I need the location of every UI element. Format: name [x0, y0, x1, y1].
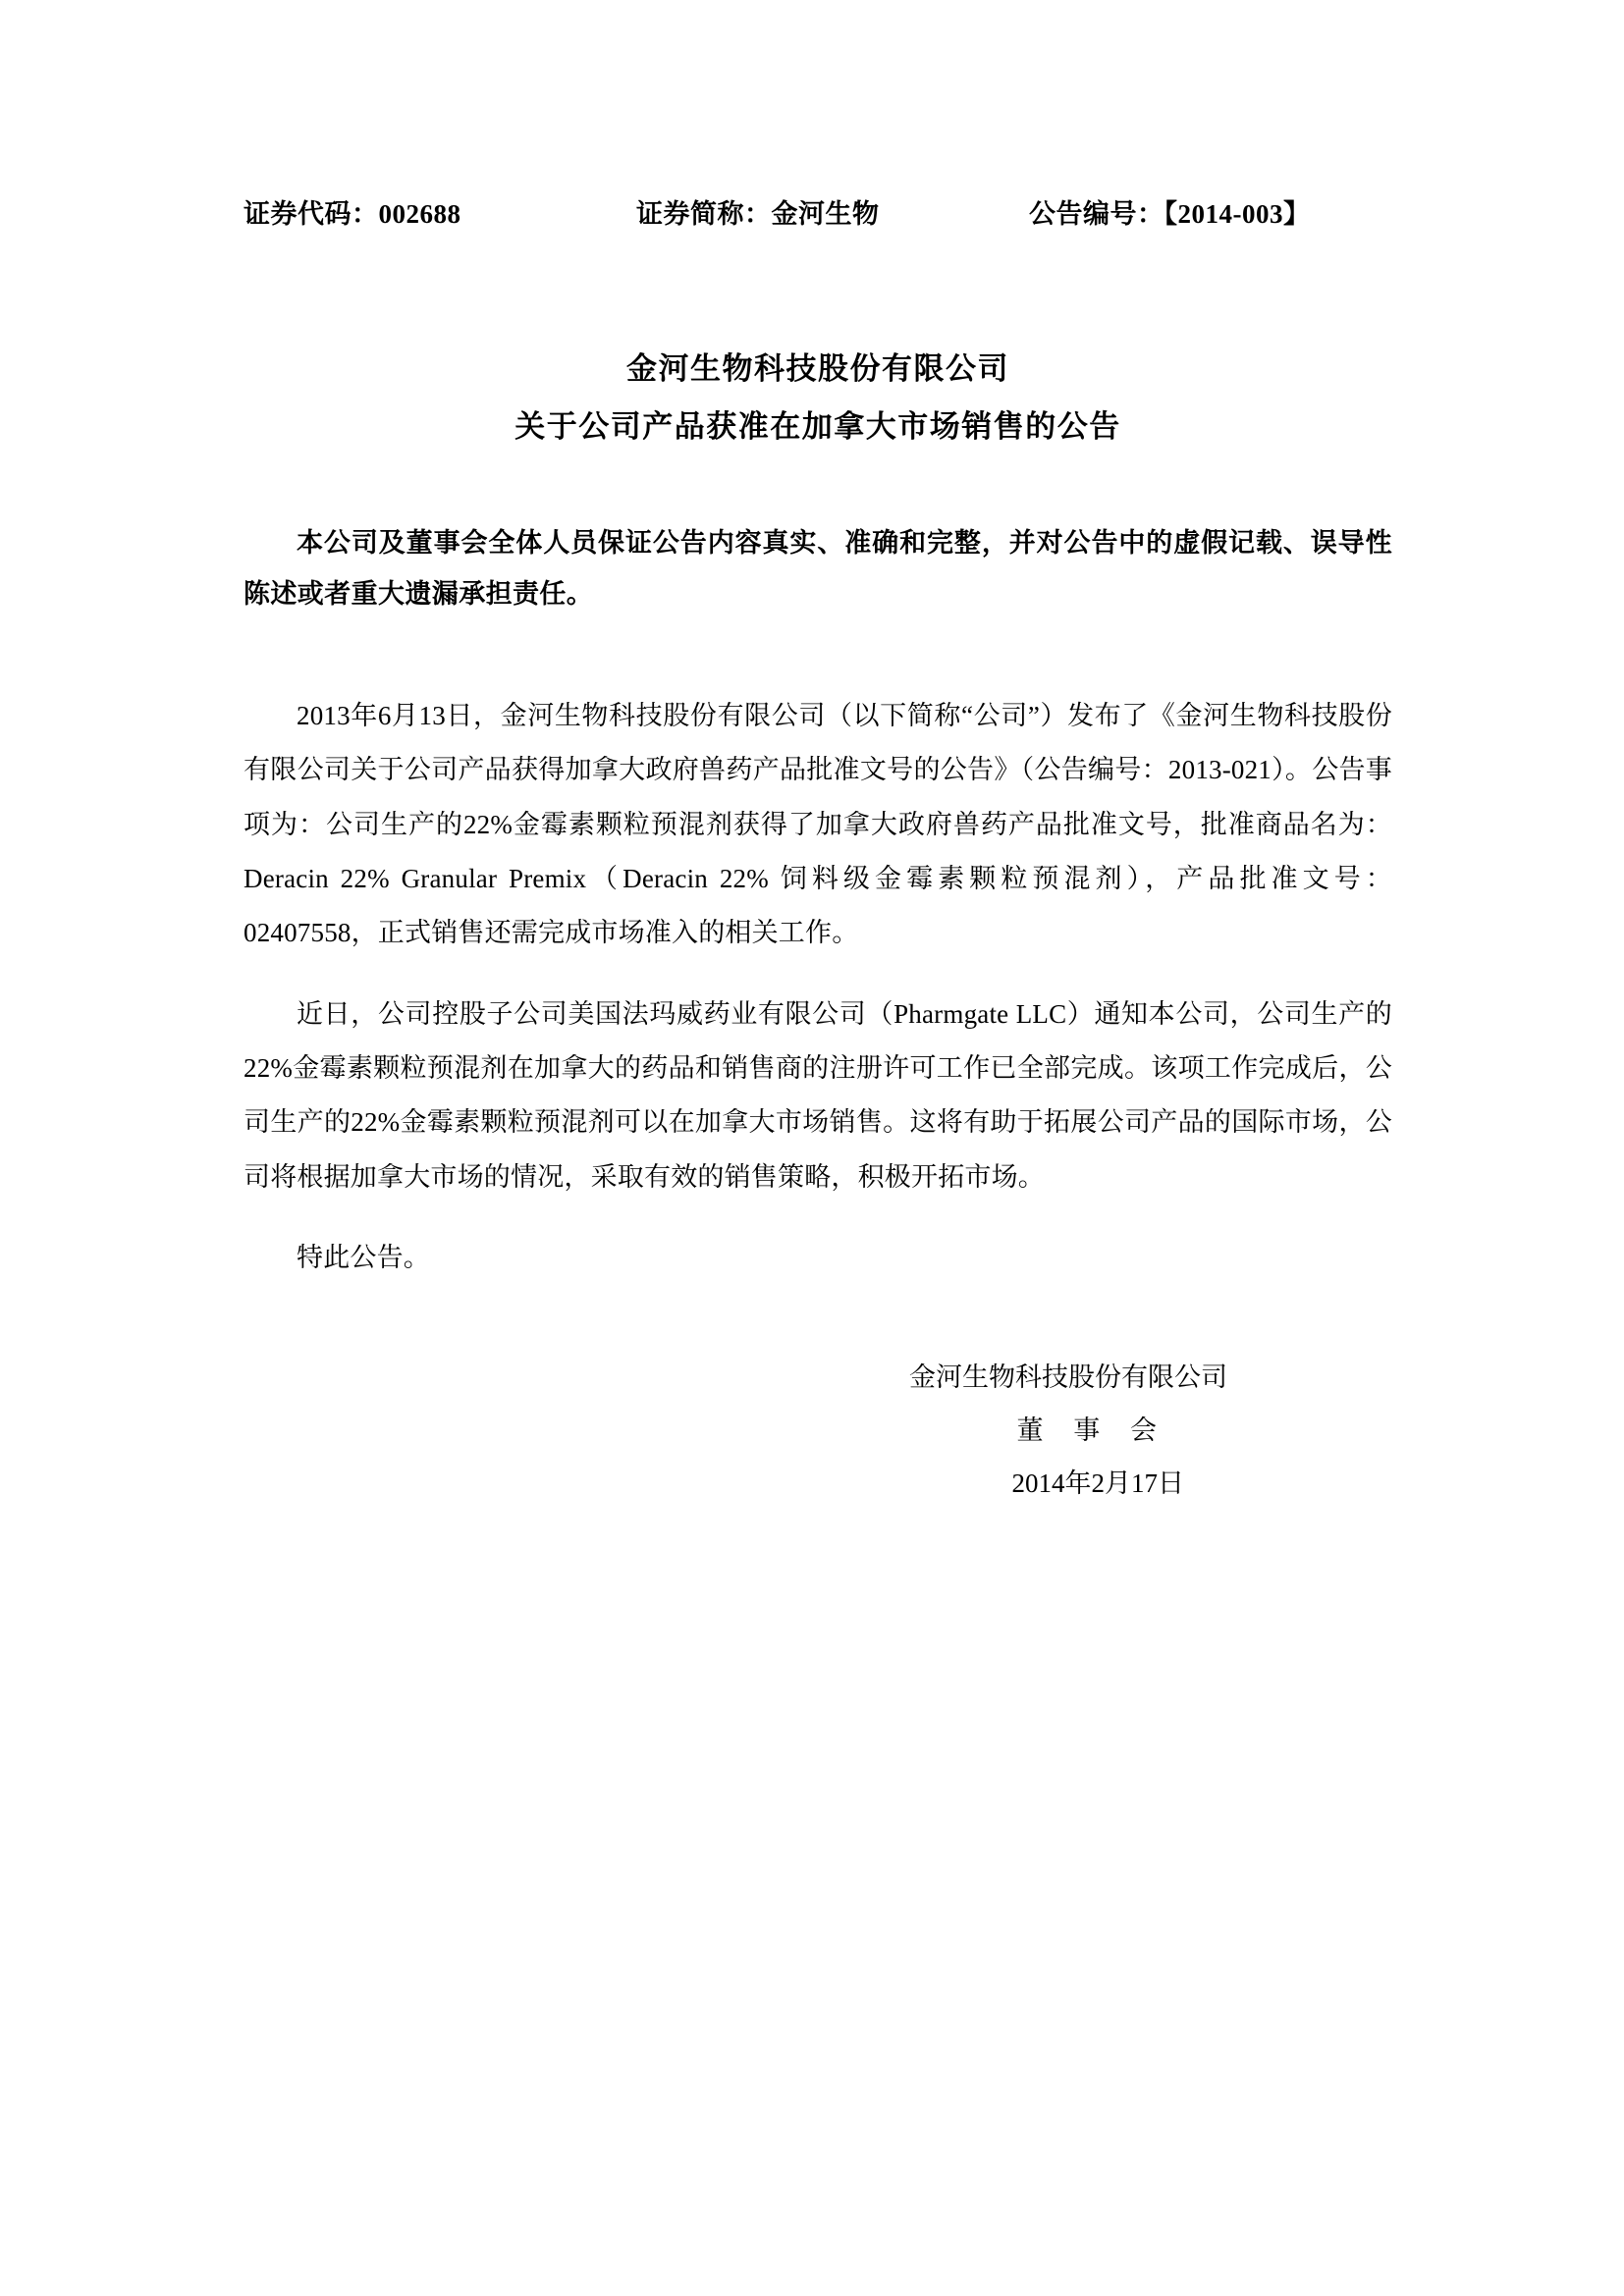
body-paragraph-1: 2013年6月13日，金河生物科技股份有限公司（以下简称“公司”）发布了《金河生物科技股份有限公司关于公司产品获得加拿大政府兽药产品批准文号的公告》（公告编号：2013-021）。公告事项为：公司生产的22%金霉素颗粒预混剂获得了加拿大政府兽药产品批准文号，批准商品名为：Deracin 22% Granular Premix（Deracin 22% 饲料级金霉素颗粒预混剂），产品批准文号：02407558，正式销售还需完成市场准入的相关工作。 — [244, 701, 1392, 948]
signature-company: 金河生物科技股份有限公司 — [909, 1362, 1227, 1392]
signature-block — [244, 1351, 1392, 1510]
document-content — [244, 192, 1392, 1510]
title-subject: 关于公司产品获准在加拿大市场销售的公告 — [514, 408, 1121, 444]
stock-code: 证券代码：002688 — [244, 199, 461, 229]
announcement-number: 公告编号：【2014-003】 — [1029, 199, 1311, 229]
signature-board: 董 事 会 — [1016, 1415, 1168, 1445]
body-paragraph-3: 特此公告。 — [297, 1243, 430, 1273]
document-body — [244, 689, 1392, 1285]
disclaimer-statement: 本公司及董事会全体人员保证公告内容真实、准确和完整，并对公告中的虚假记载、误导性陈述或者重大遗漏承担责任。 — [244, 527, 1392, 610]
stock-abbreviation: 证券简称：金河生物 — [636, 199, 880, 229]
body-paragraph-2: 近日，公司控股子公司美国法玛威药业有限公司（Pharmgate LLC）通知本公司，公司生产的22%金霉素颗粒预混剂在加拿大的药品和销售商的注册许可工作已全部完成。该项工作完成后，公司生产的22%金霉素颗粒预混剂可以在加拿大市场销售。这将有助于拓展公司产品的国际市场，公司将根据加拿大市场的情况，采取有效的销售策略，积极开拓市场。 — [244, 998, 1392, 1192]
signature-date: 2014年2月17日 — [1011, 1468, 1184, 1498]
document-header — [244, 192, 1392, 231]
page-title — [244, 341, 1392, 456]
title-company-name: 金河生物科技股份有限公司 — [626, 351, 1009, 386]
